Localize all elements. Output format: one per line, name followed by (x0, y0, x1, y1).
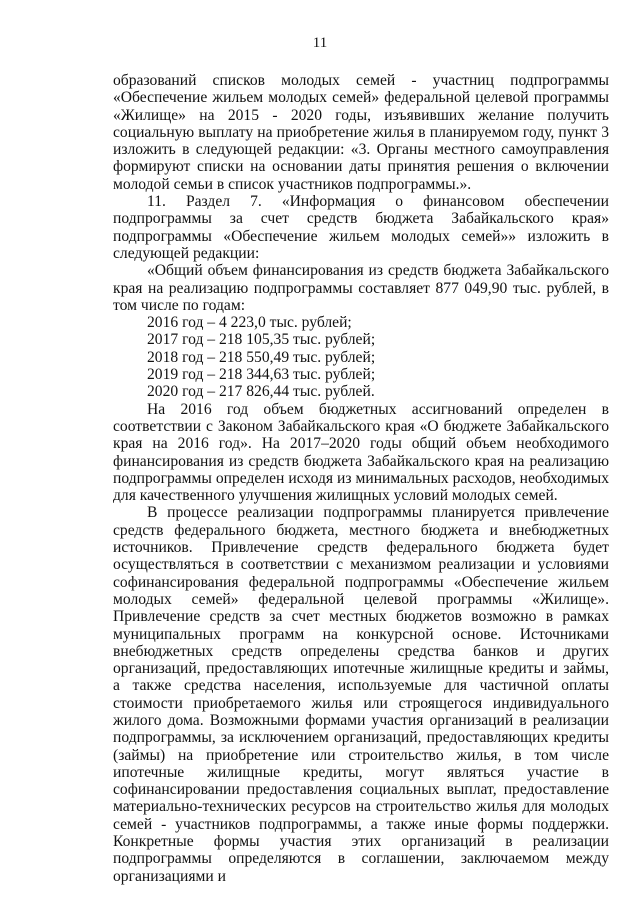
year-line-2017: 2017 год – 218 105,35 тыс. рублей; (147, 331, 376, 349)
year-line-2018: 2018 год – 218 550,49 тыс. рублей; (147, 348, 376, 366)
paragraph-continuation: образований списков молодых семей - участниц подпрограммы «Обеспечение жильем молодых семей» федеральной целевой программы «Жилище» на 2015 - 2020 годы, изъявивших желание получить социальную выплату на приобретение жилья в планируемом году, пункт 3 изложить в следующей редакции: «3. Органы местного самоуправления формируют списки на основании даты принятия решения о включении молодой семьи в список участников подпрограммы.». (113, 72, 609, 193)
page-number: 11 (312, 35, 328, 51)
year-line-2019: 2019 год – 218 344,63 тыс. рублей; (147, 366, 376, 384)
paragraph-budget-allocations: На 2016 год объем бюджетных ассигнований определен в соответствии с Законом Забайкальского края «О бюджете Забайкальского края на 2016 год». На 2017–2020 годы общий объем необходимого финансирования из средств бюджета Забайкальского края на реализацию подпрограммы определен исходя из минимальных расходов, необходимых для качественного улучшения жилищных условий молодых семей. (113, 400, 609, 505)
paragraph-section-7: 11. Раздел 7. «Информация о финансовом обеспечении подпрограммы за счет средств бюджета Забайкальского края» подпрограммы «Обеспечение жильем молодых семей»» изложить в следующей редакции: (113, 193, 609, 262)
paragraph-total-financing: «Общий объем финансирования из средств бюджета Забайкальского края на реализацию подпрограммы составляет 877 049,90 тыс. рублей, в том числе по годам: (113, 262, 609, 314)
year-line-2016: 2016 год – 4 223,0 тыс. рублей; (147, 314, 352, 332)
year-line-2020: 2020 год – 217 826,44 тыс. рублей. (147, 383, 375, 401)
document-body (113, 72, 609, 885)
paragraph-funding-sources: В процессе реализации подпрограммы планируется привлечение средств федерального бюджета, местного бюджета и внебюджетных источников. Привлечение средств федерального бюджета будет осуществляться в соответствии с механизмом реализации и условиями софинансирования федеральной подпрограммы «Обеспечение жильем молодых семей» федеральной целевой программы «Жилище». Привлечение средств за счет местных бюджетов возможно в рамках муниципальных программ на конкурсной основе. Источниками внебюджетных средств определены средства банков и других организаций, предоставляющих ипотечные жилищные кредиты и займы, а также средства населения, используемые для частичной оплаты стоимости приобретаемого жилья или строящегося индивидуального жилого дома. Возможными формами участия организаций в реализации подпрограммы, за исключением организаций, предоставляющих кредиты (займы) на приобретение или строительство жилья, в том числе ипотечные жилищные кредиты, могут являться участие в софинансировании предоставления социальных выплат, предоставление материально-технических ресурсов на строительство жилья для молодых семей - участников подпрограммы, а также иные формы поддержки. Конкретные формы участия этих организаций в реализации подпрограммы определяются в соглашении, заключаемом между организациями и (113, 504, 609, 885)
